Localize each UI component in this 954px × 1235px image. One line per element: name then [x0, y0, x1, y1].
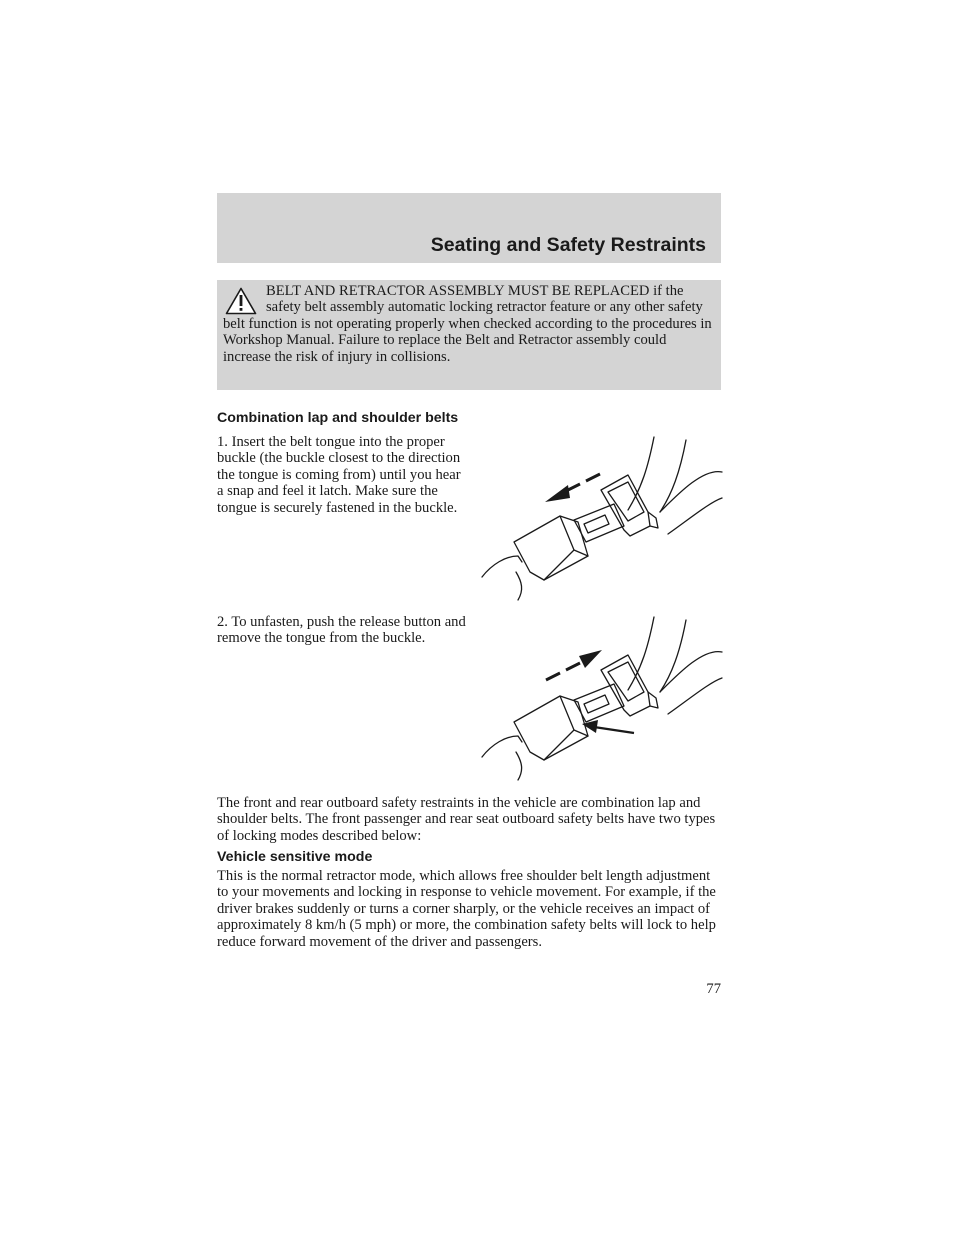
- page-number: 77: [706, 981, 721, 997]
- warning-box: [217, 280, 721, 390]
- warning-text: BELT AND RETRACTOR ASSEMBLY MUST BE REPLACED if the safety belt assembly automatic locking retractor feature or any other safety belt function is not operating properly when checked according to the procedures in Workshop Manual. Failure to replace the Belt and Retractor assembly could increase the risk of injury in collisions.: [223, 283, 712, 365]
- buckle-release-illustration: [478, 612, 724, 784]
- page-header-band: [217, 193, 721, 263]
- vehicle-sensitive-mode-paragraph: This is the normal retractor mode, which allows free shoulder belt length adjustment to your movements and locking in response to vehicle movement. For example, if the driver brakes suddenly or turns a corner sharply, or the vehicle receives an impact of approximately 8 km/h (5 mph) or more, the combination safety belts will lock to help reduce forward movement of the driver and passengers.: [217, 868, 716, 950]
- section-heading-vehicle-sensitive-mode: Vehicle sensitive mode: [217, 849, 373, 865]
- section-heading-combination-belts: Combination lap and shoulder belts: [217, 410, 459, 426]
- step-1-text: 1. Insert the belt tongue into the proper buckle (the buckle closest to the direction the tongue is coming from) until you hear a snap and feel it latch. Make sure the tongue is securely fastened in the buckle.: [217, 434, 461, 516]
- buckle-fasten-illustration: [478, 432, 724, 604]
- restraints-paragraph: The front and rear outboard safety restraints in the vehicle are combination lap and shoulder belts. The front passenger and rear seat outboard safety belts have two types of locking modes described below:: [217, 795, 716, 844]
- page-title: Seating and Safety Restraints: [430, 234, 706, 256]
- step-2-text: 2. To unfasten, push the release button and remove the tongue from the buckle.: [217, 614, 466, 647]
